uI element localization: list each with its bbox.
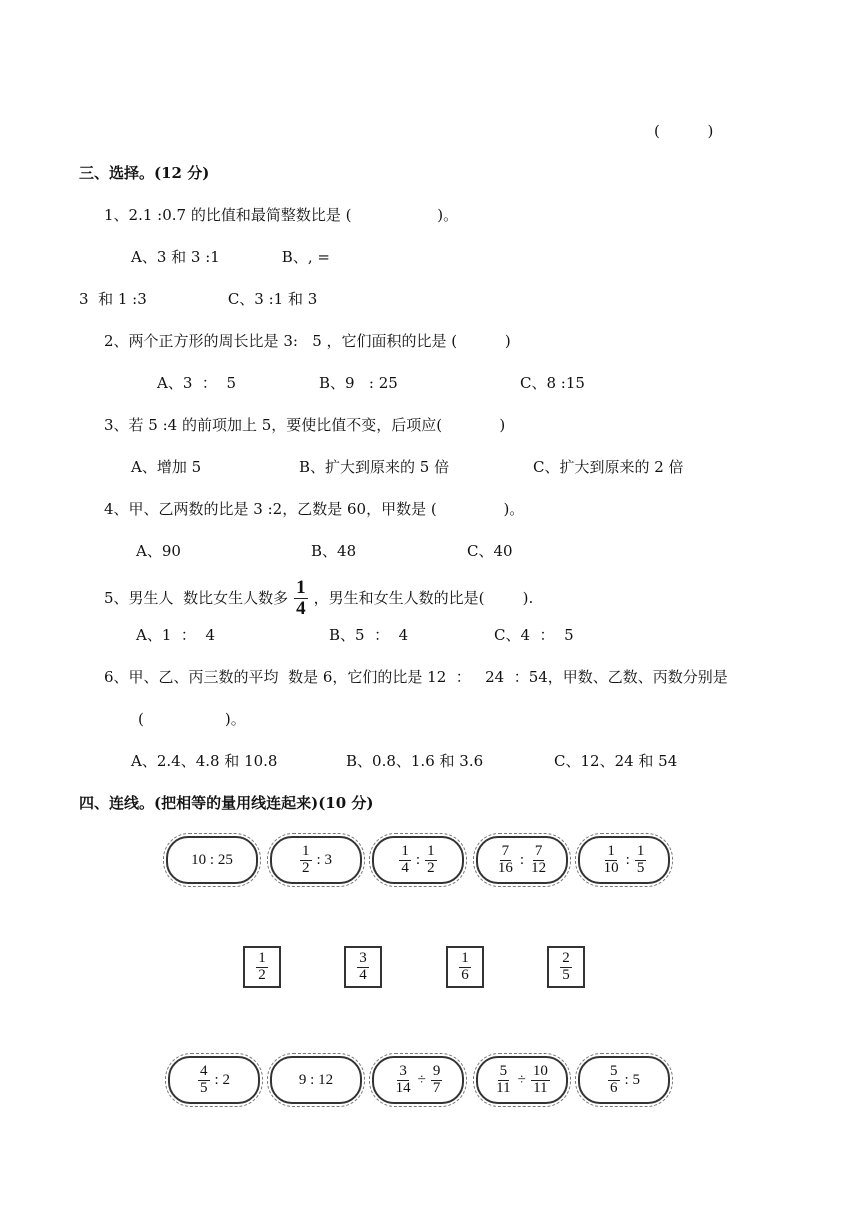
denominator: 5 bbox=[200, 1079, 208, 1096]
denominator: 12 bbox=[531, 859, 547, 876]
expr-label: 10 : 25 bbox=[191, 851, 233, 868]
operator: : 3 bbox=[316, 851, 332, 868]
numerator: 10 bbox=[532, 1062, 548, 1079]
q5-stem-part2: ，男生和女生人数的比是( ). bbox=[313, 588, 534, 607]
q5-fraction-denominator: 4 bbox=[296, 597, 306, 619]
q6-option-c: C、12、24 和 54 bbox=[554, 752, 678, 770]
numerator: 9 bbox=[432, 1062, 441, 1079]
numerator: 1 bbox=[461, 949, 469, 966]
operator: : bbox=[415, 851, 421, 868]
q5-stem bbox=[104, 578, 533, 619]
operator: : 5 bbox=[624, 1071, 640, 1088]
numerator: 7 bbox=[534, 842, 543, 859]
value-box-1[interactable] bbox=[243, 946, 281, 988]
denominator: 16 bbox=[497, 859, 513, 876]
expr-label: 9 : 12 bbox=[298, 1071, 334, 1088]
denominator: 11 bbox=[533, 1079, 548, 1096]
q6-option-b: B、0.8、1.6 和 3.6 bbox=[346, 752, 484, 770]
q5-fraction bbox=[294, 578, 308, 619]
numerator: 1 bbox=[401, 842, 409, 859]
expr-cloud-top-2[interactable] bbox=[270, 836, 362, 884]
q3-option-c: C、扩大到原来的 2 倍 bbox=[533, 458, 684, 476]
denominator: 2 bbox=[258, 966, 266, 983]
section3-title: 三、选择。(12 分) bbox=[79, 164, 210, 182]
numerator: 2 bbox=[562, 949, 570, 966]
denominator: 10 bbox=[603, 859, 619, 876]
operator: : 2 bbox=[214, 1071, 230, 1088]
q5-option-c: C、4 ： 5 bbox=[494, 626, 574, 644]
q2-option-c: C、8 :15 bbox=[520, 374, 585, 392]
operator: : bbox=[519, 851, 525, 868]
answer-paren: ( ) bbox=[654, 122, 714, 140]
numerator: 1 bbox=[302, 842, 310, 859]
expr-cloud-bottom-2[interactable] bbox=[270, 1056, 362, 1104]
q4-stem: 4、甲、乙两数的比是 3 :2，乙数是 60，甲数是 ( )。 bbox=[104, 500, 525, 518]
expr-cloud-top-4[interactable] bbox=[476, 836, 568, 884]
denominator: 4 bbox=[401, 859, 409, 876]
value-box-2[interactable] bbox=[344, 946, 382, 988]
denominator: 6 bbox=[461, 966, 469, 983]
value-box-3[interactable] bbox=[446, 946, 484, 988]
q5-option-a: A、1 ： 4 bbox=[136, 626, 215, 644]
denominator: 5 bbox=[636, 859, 645, 876]
numerator: 5 bbox=[610, 1062, 618, 1079]
section4-title: 四、连线。(把相等的量用线连起来)(10 分) bbox=[79, 794, 374, 812]
numerator: 1 bbox=[607, 842, 615, 859]
q5-option-b: B、5 ： 4 bbox=[329, 626, 409, 644]
numerator: 3 bbox=[359, 949, 367, 966]
denominator: 6 bbox=[610, 1079, 618, 1096]
operator: ÷ bbox=[517, 1071, 526, 1088]
expr-cloud-bottom-4[interactable] bbox=[476, 1056, 568, 1104]
denominator: 11 bbox=[496, 1079, 511, 1096]
numerator: 1 bbox=[258, 949, 266, 966]
q4-option-c: C、40 bbox=[467, 542, 513, 560]
denominator: 14 bbox=[395, 1079, 411, 1096]
q2-stem: 2、两个正方形的周长比是 3: 5 ，它们面积的比是 ( ) bbox=[104, 332, 511, 350]
numerator: 7 bbox=[501, 842, 510, 859]
q4-option-a: A、90 bbox=[136, 542, 181, 560]
operator: : bbox=[625, 851, 630, 868]
value-box-4[interactable] bbox=[547, 946, 585, 988]
denominator: 2 bbox=[302, 859, 310, 876]
numerator: 3 bbox=[399, 1062, 407, 1079]
expr-cloud-top-5[interactable] bbox=[578, 836, 670, 884]
q2-option-a: A、3 ： 5 bbox=[157, 374, 236, 392]
denominator: 2 bbox=[427, 859, 435, 876]
expr-cloud-bottom-3[interactable] bbox=[372, 1056, 464, 1104]
expr-cloud-bottom-1[interactable] bbox=[168, 1056, 260, 1104]
q1-options-line2: 3 和 1 :3 C、3 :1 和 3 bbox=[79, 290, 318, 308]
denominator: 4 bbox=[359, 966, 367, 983]
numerator: 1 bbox=[427, 842, 435, 859]
expr-cloud-top-1[interactable] bbox=[166, 836, 258, 884]
q6-paren: ( )。 bbox=[138, 710, 246, 728]
denominator: 5 bbox=[562, 966, 570, 983]
q6-option-a: A、2.4、4.8 和 10.8 bbox=[131, 752, 278, 770]
q2-option-b: B、9 : 25 bbox=[319, 374, 398, 392]
q3-option-a: A、增加 5 bbox=[131, 458, 202, 476]
q1-options-line1: A、3 和 3 :1 B、, = bbox=[131, 248, 330, 266]
expr-cloud-top-3[interactable] bbox=[372, 836, 464, 884]
numerator: 1 bbox=[636, 842, 645, 859]
numerator: 5 bbox=[499, 1062, 508, 1079]
q4-option-b: B、48 bbox=[311, 542, 357, 560]
q6-stem: 6、甲、乙、丙三数的平均 数是 6，它们的比是 12 ： 24 ：54，甲数、乙数、丙数分别是 bbox=[104, 668, 728, 686]
expr-cloud-bottom-5[interactable] bbox=[578, 1056, 670, 1104]
denominator: 7 bbox=[432, 1079, 441, 1096]
q3-stem: 3、若 5 :4 的前项加上 5，要使比值不变，后项应( ) bbox=[104, 416, 506, 434]
numerator: 4 bbox=[200, 1062, 208, 1079]
q3-option-b: B、扩大到原来的 5 倍 bbox=[299, 458, 450, 476]
q1-stem: 1、2.1 :0.7 的比值和最简整数比是 ( )。 bbox=[104, 206, 459, 224]
q5-fraction-numerator: 1 bbox=[296, 577, 306, 598]
operator: ÷ bbox=[417, 1071, 426, 1088]
q5-stem-part1: 5、男生人 数比女生人数多 bbox=[104, 588, 289, 607]
